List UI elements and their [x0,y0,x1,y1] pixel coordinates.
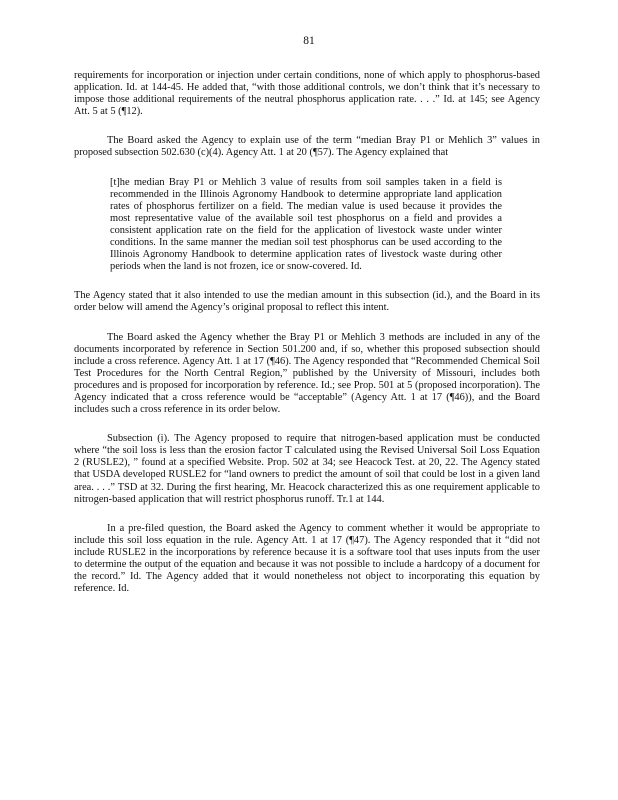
paragraph-1: requirements for incorporation or injection under certain conditions, none of which apply to phosphorus-based application. Id. at 144-45. He added that, “with those additional controls, we don’t think that it’s necessary to impose those additional requirements of the neutral phosphorus application rate. . . .” Id. at 145; see Agency Att. 5 at 5 (¶12). [74,70,540,118]
page-number: 81 [303,35,315,47]
paragraph-2: The Board asked the Agency to explain use of the term “median Bray P1 or Mehlich 3” values in proposed subsection 502.630 (c)(4). Agency Att. 1 at 20 (¶57). The Agency explained that [74,135,540,159]
page-body [74,70,540,595]
paragraph-3: The Agency stated that it also intended to use the median amount in this subsection (id.), and the Board in its order below will amend the Agency’s original proposal to reflect this intent. [74,290,540,314]
paragraph-5: Subsection (i). The Agency proposed to require that nitrogen-based application must be conducted where “the soil loss is less than the erosion factor T calculated using the Revised Universal Soil Loss Equation 2 (RUSLE2), ” found at a specified Website. Prop. 502 at 34; see Heacock Test. at 20, 22. The Agency stated that USDA developed RUSLE2 for “land owners to predict the amount of soil that could be lost in a given land area. . . .” TSD at 32. During the first hearing, Mr. Heacock characterized this as one requirement applicable to nitrogen-based application that will restrict phosphorus runoff. Tr.1 at 144. [74,433,540,505]
paragraph-4: The Board asked the Agency whether the Bray P1 or Mehlich 3 methods are included in any of the documents incorporated by reference in Section 501.200 and, if so, whether this proposed subsection should include a cross reference. Agency Att. 1 at 17 (¶46). The Agency responded that “Recommended Chemical Soil Test Procedures for the North Central Region,” published by the University of Missouri, includes both procedures and is proposed for incorporation by reference. Id.; see Prop. 501 at 5 (proposed incorporation). The Agency indicated that a cross reference would be “acceptable” (Agency Att. 1 at 17 (¶46)), and the Board includes such a cross reference in its order below. [74,331,540,416]
block-quote: [t]he median Bray P1 or Mehlich 3 value of results from soil samples taken in a field is recommended in the Illinois Agronomy Handbook to determine appropriate land application rates of phosphorus fertilizer on a field. The median value is used because it provides the most representative value of the available soil test phosphorus on a field and provides a consistent application rate on the field for the application of livestock waste under winter conditions. In the same manner the median soil test phosphorus can be used according to the Illinois Agronomy Handbook to determine application rates of livestock waste during other periods when the land is not frozen, ice or snow-covered. Id. [110,176,502,273]
paragraph-6: In a pre-filed question, the Board asked the Agency to comment whether it would be appropriate to include this soil loss equation in the rule. Agency Att. 1 at 17 (¶47). The Agency responded that it “did not include RUSLE2 in the incorporations by reference because it is a software tool that uses inputs from the user to determine the output of the equation and because it was not possible to include a hardcopy of a document for the record.” Id. The Agency added that it would nonetheless not object to incorporating this equation by reference. Id. [74,522,540,595]
